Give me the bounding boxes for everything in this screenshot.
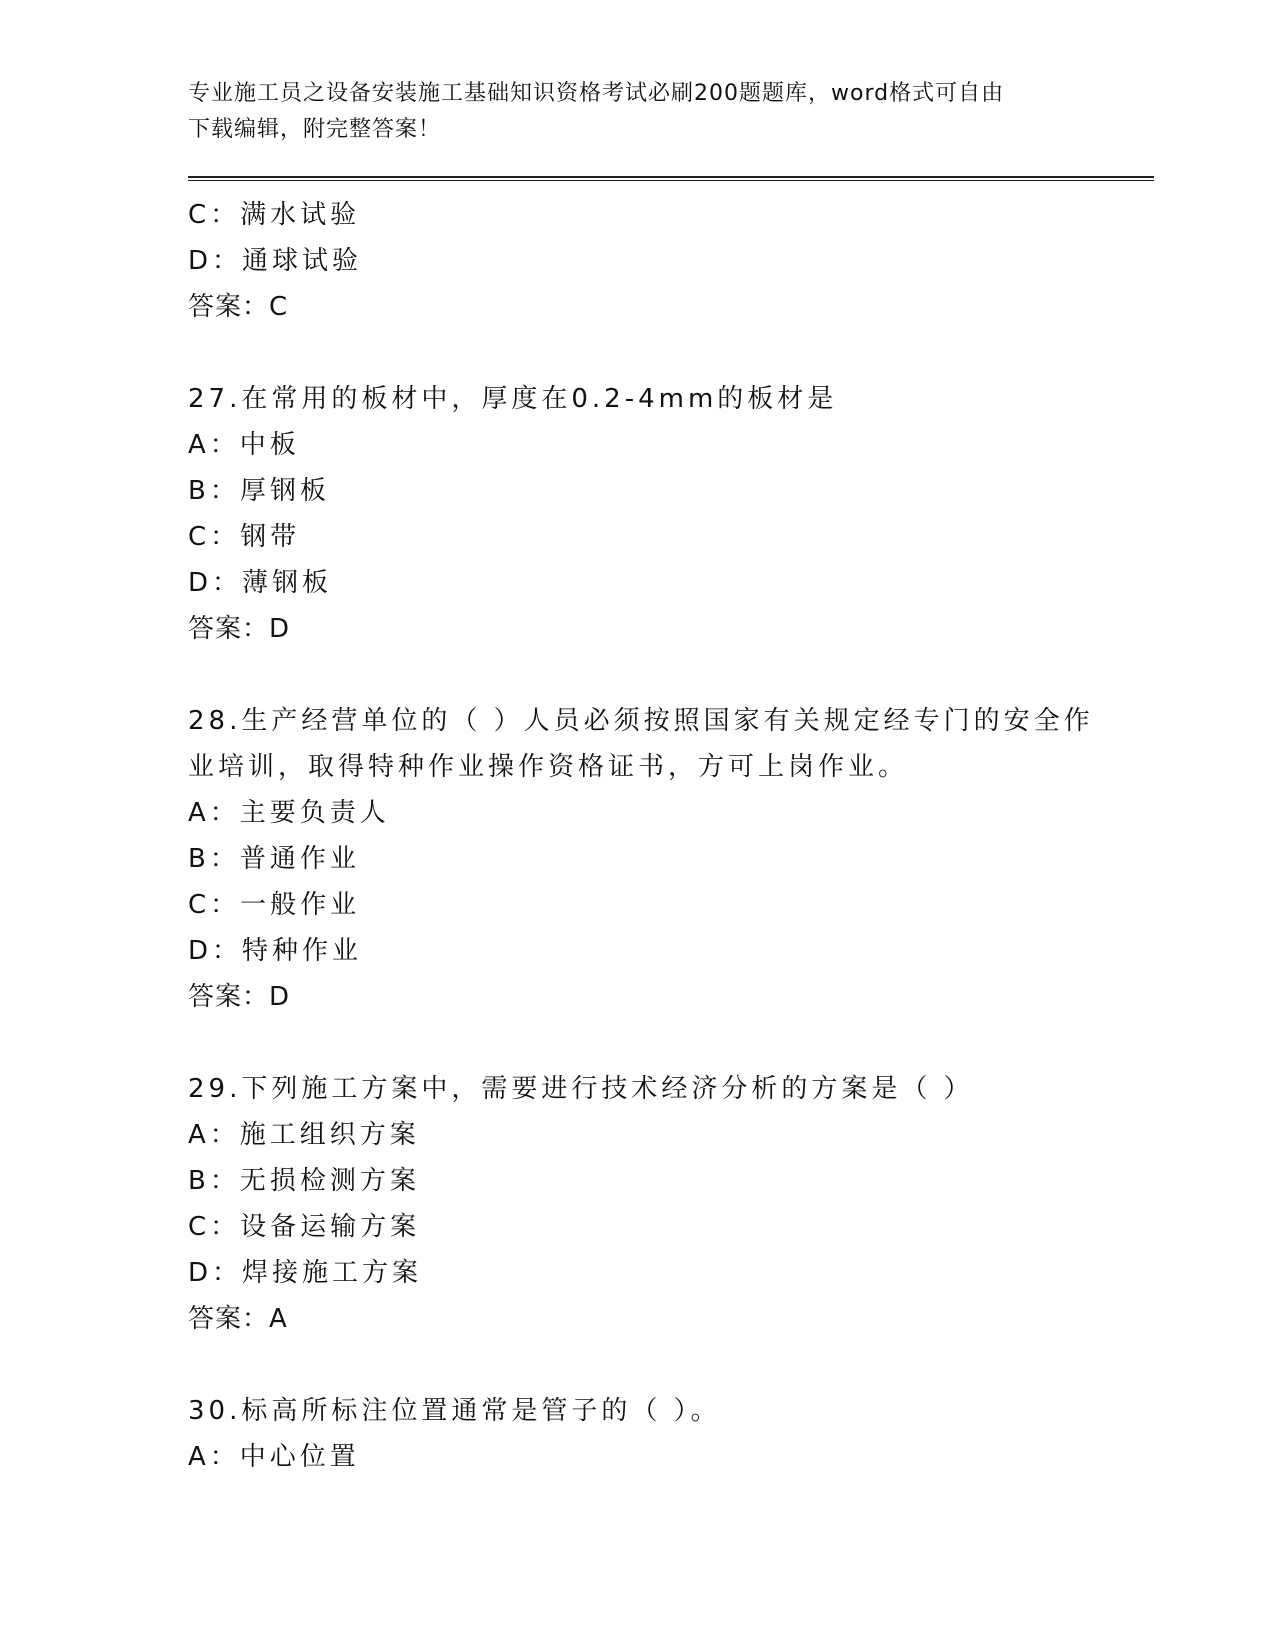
- question-28: [188, 698, 1094, 1020]
- question-stem-line-1: 28.生产经营单位的（ ）人员必须按照国家有关规定经专门的安全作: [188, 706, 1094, 736]
- header-line-1: 专业施工员之设备安装施工基础知识资格考试必刷200题题库，word格式可自由: [188, 81, 1005, 106]
- question-26-tail: [188, 192, 1088, 330]
- option-c: C：钢带: [188, 522, 301, 552]
- option-c: C：一般作业: [188, 890, 361, 920]
- spacer: [188, 652, 1088, 698]
- spacer: [188, 1020, 1088, 1066]
- option-c: C：满水试验: [188, 200, 361, 230]
- header-line-2: 下载编辑，附完整答案！: [188, 117, 442, 142]
- option-b: B：普通作业: [188, 844, 360, 874]
- question-stem-line-2: 业培训，取得特种作业操作资格证书，方可上岗作业。: [188, 752, 909, 782]
- question-stem: 30.标高所标注位置通常是管子的（ ）。: [188, 1396, 721, 1426]
- answer-line: 答案：D: [188, 982, 291, 1012]
- question-stem: 27.在常用的板材中，厚度在0.2-4mm的板材是: [188, 384, 838, 414]
- question-list: [188, 192, 1094, 1480]
- option-d: D：薄钢板: [188, 568, 333, 598]
- question-stem: 29.下列施工方案中，需要进行技术经济分析的方案是（ ）: [188, 1074, 974, 1104]
- question-29: [188, 1066, 1088, 1342]
- question-30: [188, 1388, 1088, 1480]
- question-27: [188, 376, 1088, 652]
- option-a: A：主要负责人: [188, 798, 390, 828]
- spacer: [188, 330, 1088, 376]
- option-d: D：通球试验: [188, 246, 363, 276]
- option-d: D：焊接施工方案: [188, 1258, 423, 1288]
- option-c: C：设备运输方案: [188, 1212, 421, 1242]
- option-a: A：中板: [188, 430, 300, 460]
- answer-line: 答案：C: [188, 292, 289, 322]
- option-d: D：特种作业: [188, 936, 363, 966]
- option-a: A：中心位置: [188, 1442, 360, 1472]
- answer-line: 答案：D: [188, 614, 291, 644]
- option-b: B：厚钢板: [188, 476, 330, 506]
- spacer: [188, 1342, 1088, 1388]
- header-divider: [188, 176, 1154, 181]
- option-b: B：无损检测方案: [188, 1166, 420, 1196]
- answer-line: 答案：A: [188, 1304, 288, 1334]
- document-header: [188, 76, 1088, 148]
- option-a: A：施工组织方案: [188, 1120, 420, 1150]
